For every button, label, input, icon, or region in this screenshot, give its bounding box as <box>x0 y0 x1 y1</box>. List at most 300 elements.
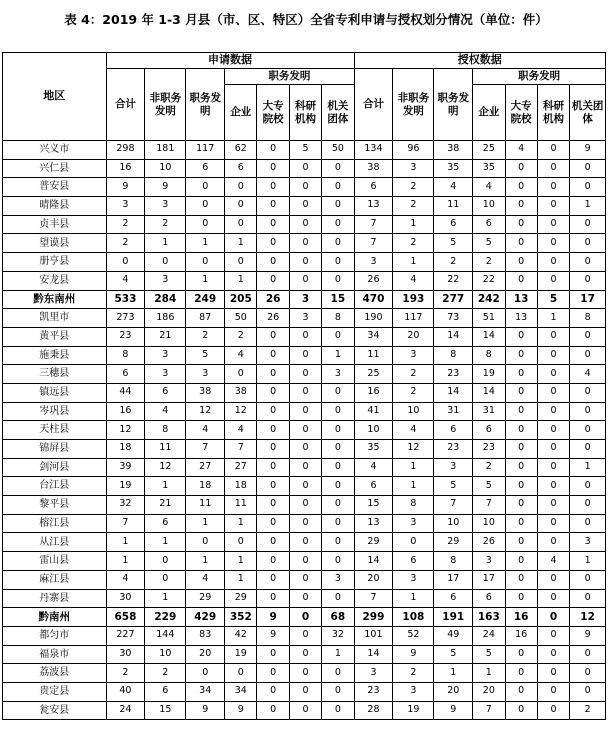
table-row-total <box>3 290 606 309</box>
table-cell: 19 <box>473 365 505 384</box>
table-cell: 11 <box>186 496 225 515</box>
table-cell: 20 <box>434 682 473 701</box>
table-cell: 2 <box>393 383 434 402</box>
table-cell: 0 <box>322 402 354 421</box>
table-cell: 14 <box>434 383 473 402</box>
table-cell: 14 <box>473 327 505 346</box>
table-cell: 0 <box>570 682 606 701</box>
table-cell: 5 <box>473 477 505 496</box>
table-cell: 0 <box>570 570 606 589</box>
table-cell: 9 <box>257 626 289 645</box>
table-cell: 14 <box>354 552 393 571</box>
table-cell: 0 <box>570 346 606 365</box>
table-cell: 0 <box>289 215 321 234</box>
table-cell: 0 <box>322 514 354 533</box>
table-cell: 0 <box>505 234 537 253</box>
table-cell: 249 <box>186 290 225 309</box>
table-cell: 1 <box>393 589 434 608</box>
table-cell: 0 <box>145 570 186 589</box>
table-cell: 299 <box>354 608 393 627</box>
table-cell: 11 <box>145 440 186 459</box>
table-cell: 9 <box>393 645 434 664</box>
row-area-name: 凯里市 <box>3 309 107 328</box>
table-cell: 3 <box>393 682 434 701</box>
table-cell: 7 <box>106 514 145 533</box>
table-cell: 26 <box>354 271 393 290</box>
header-apply-service: 职务发明 <box>186 69 225 141</box>
table-cell: 0 <box>257 141 289 160</box>
row-area-name: 剑河县 <box>3 458 107 477</box>
table-cell: 0 <box>106 253 145 272</box>
table-cell: 1 <box>322 645 354 664</box>
table-cell: 0 <box>322 234 354 253</box>
table-cell: 0 <box>322 327 354 346</box>
table-row <box>3 253 606 272</box>
table-cell: 3 <box>289 290 321 309</box>
row-area-name: 册亨县 <box>3 253 107 272</box>
table-cell: 4 <box>186 421 225 440</box>
table-cell: 35 <box>434 159 473 178</box>
table-cell: 5 <box>473 645 505 664</box>
table-cell: 4 <box>393 421 434 440</box>
table-cell: 0 <box>505 440 537 459</box>
table-cell: 0 <box>537 570 569 589</box>
table-row <box>3 533 606 552</box>
table-cell: 6 <box>145 383 186 402</box>
table-cell: 0 <box>257 552 289 571</box>
table-cell: 0 <box>537 346 569 365</box>
header-grant-service: 职务发明 <box>434 69 473 141</box>
table-cell: 3 <box>145 346 186 365</box>
table-cell: 0 <box>289 421 321 440</box>
row-area-name: 黄平县 <box>3 327 107 346</box>
table-cell: 17 <box>434 570 473 589</box>
table-cell: 0 <box>537 215 569 234</box>
header-grant-college: 大专院校 <box>505 85 537 141</box>
row-area-name: 望谟县 <box>3 234 107 253</box>
table-cell: 3 <box>393 514 434 533</box>
table-row <box>3 664 606 683</box>
table-cell: 0 <box>257 440 289 459</box>
table-cell: 38 <box>186 383 225 402</box>
table-cell: 44 <box>106 383 145 402</box>
table-cell: 1 <box>570 197 606 216</box>
table-cell: 6 <box>225 159 257 178</box>
table-cell: 7 <box>186 440 225 459</box>
table-cell: 0 <box>225 215 257 234</box>
table-cell: 0 <box>537 514 569 533</box>
table-cell: 35 <box>354 440 393 459</box>
table-cell: 34 <box>225 682 257 701</box>
header-grant-group: 授权数据 <box>354 53 605 69</box>
table-cell: 0 <box>322 477 354 496</box>
table-cell: 0 <box>225 197 257 216</box>
table-cell: 0 <box>257 383 289 402</box>
table-cell: 0 <box>537 477 569 496</box>
table-cell: 12 <box>186 402 225 421</box>
table-cell: 3 <box>393 159 434 178</box>
table-cell: 23 <box>434 365 473 384</box>
row-area-name: 黔南州 <box>3 608 107 627</box>
table-cell: 12 <box>393 440 434 459</box>
row-area-name: 岑巩县 <box>3 402 107 421</box>
table-cell: 0 <box>225 365 257 384</box>
table-cell: 35 <box>473 159 505 178</box>
table-cell: 0 <box>145 253 186 272</box>
table-cell: 0 <box>537 589 569 608</box>
table-cell: 9 <box>186 701 225 720</box>
table-cell: 4 <box>145 402 186 421</box>
table-cell: 4 <box>434 178 473 197</box>
table-cell: 62 <box>225 141 257 160</box>
table-cell: 3 <box>434 458 473 477</box>
table-cell: 42 <box>225 626 257 645</box>
table-cell: 50 <box>225 309 257 328</box>
table-cell: 3 <box>145 271 186 290</box>
table-cell: 3 <box>322 570 354 589</box>
table-cell: 39 <box>106 458 145 477</box>
row-area-name: 荔波县 <box>3 664 107 683</box>
table-cell: 0 <box>537 402 569 421</box>
table-cell: 0 <box>289 682 321 701</box>
table-cell: 0 <box>570 664 606 683</box>
table-cell: 0 <box>257 215 289 234</box>
table-row <box>3 514 606 533</box>
table-cell: 13 <box>505 290 537 309</box>
table-cell: 8 <box>145 421 186 440</box>
table-cell: 0 <box>289 664 321 683</box>
table-cell: 0 <box>257 664 289 683</box>
table-cell: 20 <box>186 645 225 664</box>
table-cell: 2 <box>473 253 505 272</box>
table-row <box>3 215 606 234</box>
table-cell: 3 <box>145 365 186 384</box>
table-cell: 4 <box>505 141 537 160</box>
table-cell: 352 <box>225 608 257 627</box>
table-cell: 163 <box>473 608 505 627</box>
table-cell: 0 <box>289 365 321 384</box>
table-cell: 0 <box>225 664 257 683</box>
table-cell: 68 <box>322 608 354 627</box>
table-cell: 30 <box>106 645 145 664</box>
table-cell: 0 <box>322 159 354 178</box>
table-cell: 181 <box>145 141 186 160</box>
table-row <box>3 701 606 720</box>
row-area-name: 丹寨县 <box>3 589 107 608</box>
table-cell: 2 <box>186 327 225 346</box>
header-grant-non-service: 非职务发明 <box>393 69 434 141</box>
table-cell: 6 <box>354 178 393 197</box>
table-cell: 0 <box>505 159 537 178</box>
table-cell: 0 <box>257 496 289 515</box>
table-cell: 3 <box>570 533 606 552</box>
table-cell: 1 <box>393 477 434 496</box>
table-cell: 26 <box>257 290 289 309</box>
row-area-name: 普安县 <box>3 178 107 197</box>
table-cell: 14 <box>354 645 393 664</box>
header-apply-service-group: 职务发明 <box>225 69 354 85</box>
table-cell: 4 <box>473 178 505 197</box>
table-cell: 1 <box>434 664 473 683</box>
table-cell: 0 <box>537 141 569 160</box>
table-row <box>3 178 606 197</box>
table-cell: 0 <box>537 645 569 664</box>
table-cell: 25 <box>473 141 505 160</box>
table-cell: 533 <box>106 290 145 309</box>
header-apply-institute: 科研机构 <box>289 85 321 141</box>
table-cell: 4 <box>186 570 225 589</box>
table-cell: 5 <box>289 141 321 160</box>
table-cell: 5 <box>186 346 225 365</box>
row-area-name: 安龙县 <box>3 271 107 290</box>
table-cell: 15 <box>145 701 186 720</box>
table-cell: 24 <box>106 701 145 720</box>
table-row <box>3 496 606 515</box>
table-cell: 8 <box>473 346 505 365</box>
table-cell: 11 <box>354 346 393 365</box>
table-cell: 6 <box>106 365 145 384</box>
table-cell: 23 <box>473 440 505 459</box>
header-grant-total: 合计 <box>354 69 393 141</box>
table-cell: 1 <box>186 514 225 533</box>
table-cell: 24 <box>473 626 505 645</box>
table-row <box>3 383 606 402</box>
table-cell: 10 <box>145 159 186 178</box>
patent-table <box>2 52 606 720</box>
table-cell: 17 <box>570 290 606 309</box>
header-area: 地区 <box>3 53 107 141</box>
table-cell: 0 <box>505 701 537 720</box>
table-cell: 0 <box>537 253 569 272</box>
table-cell: 7 <box>434 496 473 515</box>
table-cell: 52 <box>393 626 434 645</box>
table-cell: 27 <box>186 458 225 477</box>
table-cell: 1 <box>393 215 434 234</box>
table-cell: 1 <box>225 234 257 253</box>
table-cell: 242 <box>473 290 505 309</box>
table-cell: 6 <box>354 477 393 496</box>
row-area-name: 麻江县 <box>3 570 107 589</box>
table-cell: 0 <box>570 253 606 272</box>
table-cell: 8 <box>322 309 354 328</box>
table-cell: 17 <box>473 570 505 589</box>
table-cell: 193 <box>393 290 434 309</box>
table-cell: 1 <box>473 664 505 683</box>
table-cell: 23 <box>106 327 145 346</box>
table-cell: 3 <box>106 197 145 216</box>
table-cell: 7 <box>354 589 393 608</box>
table-cell: 0 <box>289 383 321 402</box>
table-cell: 2 <box>393 365 434 384</box>
table-row <box>3 477 606 496</box>
table-cell: 1 <box>225 271 257 290</box>
table-cell: 26 <box>257 309 289 328</box>
table-cell: 1 <box>145 533 186 552</box>
table-cell: 2 <box>145 215 186 234</box>
table-cell: 0 <box>289 271 321 290</box>
table-cell: 30 <box>106 589 145 608</box>
row-area-name: 瓮安县 <box>3 701 107 720</box>
row-area-name: 施秉县 <box>3 346 107 365</box>
table-cell: 3 <box>354 664 393 683</box>
table-row <box>3 626 606 645</box>
table-cell: 2 <box>393 197 434 216</box>
table-cell: 277 <box>434 290 473 309</box>
table-cell: 10 <box>473 514 505 533</box>
table-cell: 1 <box>570 458 606 477</box>
table-cell: 0 <box>505 496 537 515</box>
table-cell: 0 <box>322 215 354 234</box>
table-cell: 229 <box>145 608 186 627</box>
table-cell: 49 <box>434 626 473 645</box>
table-cell: 2 <box>106 664 145 683</box>
table-cell: 0 <box>257 197 289 216</box>
table-cell: 0 <box>322 458 354 477</box>
table-cell: 22 <box>434 271 473 290</box>
table-cell: 0 <box>289 234 321 253</box>
table-cell: 117 <box>393 309 434 328</box>
table-cell: 0 <box>225 178 257 197</box>
table-cell: 0 <box>289 533 321 552</box>
table-cell: 0 <box>537 271 569 290</box>
table-cell: 26 <box>473 533 505 552</box>
table-cell: 0 <box>570 271 606 290</box>
table-cell: 19 <box>106 477 145 496</box>
header-grant-enterprise: 企业 <box>473 85 505 141</box>
row-area-name: 贵定县 <box>3 682 107 701</box>
table-cell: 6 <box>473 215 505 234</box>
table-cell: 96 <box>393 141 434 160</box>
table-cell: 1 <box>145 589 186 608</box>
table-cell: 2 <box>393 178 434 197</box>
header-grant-service-group: 职务发明 <box>473 69 606 85</box>
table-cell: 0 <box>257 365 289 384</box>
table-cell: 9 <box>257 608 289 627</box>
table-cell: 6 <box>434 421 473 440</box>
header-apply-non-service: 非职务发明 <box>145 69 186 141</box>
table-cell: 9 <box>570 626 606 645</box>
table-cell: 8 <box>570 309 606 328</box>
table-cell: 0 <box>570 589 606 608</box>
table-cell: 13 <box>505 309 537 328</box>
table-cell: 0 <box>537 458 569 477</box>
table-cell: 0 <box>570 402 606 421</box>
table-cell: 0 <box>186 253 225 272</box>
table-cell: 8 <box>434 346 473 365</box>
table-cell: 6 <box>186 159 225 178</box>
table-row <box>3 458 606 477</box>
table-cell: 1 <box>106 533 145 552</box>
table-cell: 14 <box>434 327 473 346</box>
table-cell: 5 <box>434 645 473 664</box>
table-cell: 19 <box>393 701 434 720</box>
table-cell: 23 <box>354 682 393 701</box>
table-cell: 16 <box>505 608 537 627</box>
table-cell: 1 <box>186 271 225 290</box>
table-cell: 0 <box>257 701 289 720</box>
table-cell: 108 <box>393 608 434 627</box>
table-cell: 8 <box>106 346 145 365</box>
table-cell: 0 <box>505 570 537 589</box>
table-cell: 23 <box>434 440 473 459</box>
row-area-name: 三穗县 <box>3 365 107 384</box>
table-cell: 0 <box>322 664 354 683</box>
table-cell: 1 <box>186 234 225 253</box>
table-cell: 16 <box>354 383 393 402</box>
table-cell: 0 <box>257 402 289 421</box>
table-cell: 0 <box>289 608 321 627</box>
table-cell: 0 <box>145 552 186 571</box>
header-grant-institute: 科研机构 <box>537 85 569 141</box>
table-title: 表 4：2019 年 1-3 月县（市、区、特区）全省专利申请与授权划分情况（单位：件） <box>64 12 548 27</box>
table-row <box>3 645 606 664</box>
table-cell: 0 <box>505 477 537 496</box>
table-cell: 0 <box>289 159 321 178</box>
row-area-name: 黎平县 <box>3 496 107 515</box>
table-cell: 186 <box>145 309 186 328</box>
row-area-name: 兴义市 <box>3 141 107 160</box>
table-cell: 3 <box>322 365 354 384</box>
row-area-name: 都匀市 <box>3 626 107 645</box>
table-row <box>3 365 606 384</box>
table-cell: 0 <box>289 440 321 459</box>
row-area-name: 黔东南州 <box>3 290 107 309</box>
table-cell: 0 <box>505 402 537 421</box>
table-cell: 16 <box>505 626 537 645</box>
table-cell: 32 <box>322 626 354 645</box>
table-row <box>3 197 606 216</box>
table-cell: 10 <box>354 421 393 440</box>
table-cell: 4 <box>570 365 606 384</box>
table-cell: 0 <box>537 197 569 216</box>
table-cell: 0 <box>186 197 225 216</box>
table-cell: 0 <box>537 440 569 459</box>
row-area-name: 镇远县 <box>3 383 107 402</box>
table-cell: 0 <box>537 159 569 178</box>
table-cell: 0 <box>537 496 569 515</box>
table-row <box>3 271 606 290</box>
table-cell: 0 <box>257 645 289 664</box>
table-cell: 0 <box>257 570 289 589</box>
table-cell: 0 <box>570 178 606 197</box>
table-cell: 0 <box>257 327 289 346</box>
table-cell: 6 <box>434 589 473 608</box>
table-cell: 87 <box>186 309 225 328</box>
header-apply-total: 合计 <box>106 69 145 141</box>
table-cell: 0 <box>322 178 354 197</box>
table-row <box>3 234 606 253</box>
table-cell: 0 <box>257 346 289 365</box>
table-cell: 0 <box>257 178 289 197</box>
table-cell: 6 <box>473 589 505 608</box>
table-cell: 0 <box>186 215 225 234</box>
table-cell: 205 <box>225 290 257 309</box>
table-cell: 0 <box>505 215 537 234</box>
table-cell: 12 <box>106 421 145 440</box>
table-cell: 0 <box>505 197 537 216</box>
table-cell: 9 <box>434 701 473 720</box>
table-cell: 15 <box>354 496 393 515</box>
table-cell: 13 <box>354 197 393 216</box>
table-cell: 0 <box>505 682 537 701</box>
table-cell: 0 <box>289 253 321 272</box>
table-cell: 6 <box>145 682 186 701</box>
table-cell: 1 <box>393 253 434 272</box>
table-cell: 0 <box>257 253 289 272</box>
table-cell: 21 <box>145 496 186 515</box>
table-cell: 31 <box>434 402 473 421</box>
row-area-name: 贞丰县 <box>3 215 107 234</box>
